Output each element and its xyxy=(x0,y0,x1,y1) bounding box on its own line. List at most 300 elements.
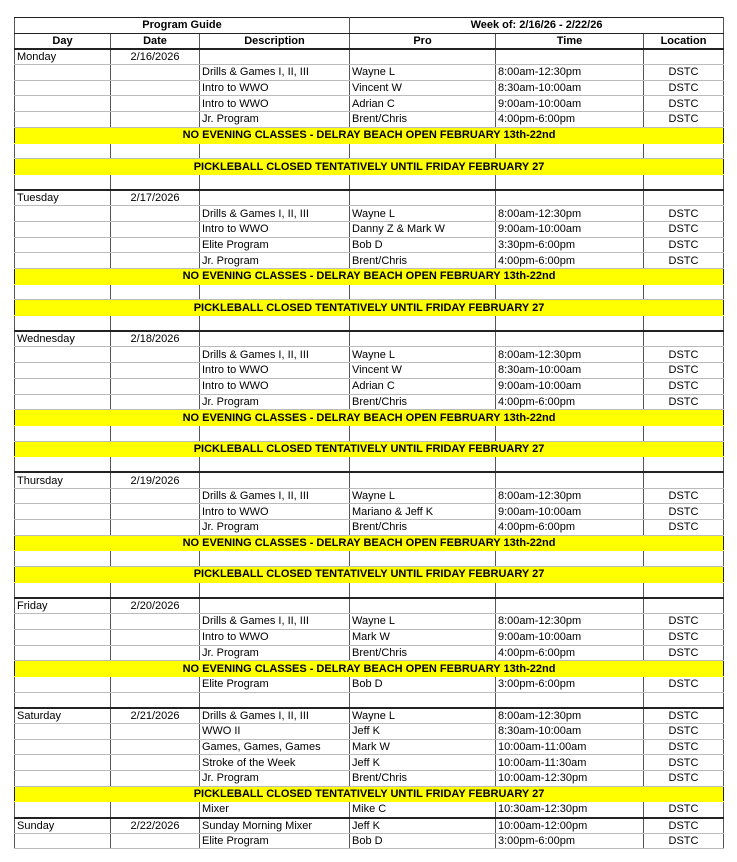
description-cell: Drills & Games I, II, III xyxy=(200,488,350,504)
schedule-row xyxy=(15,378,724,394)
time-cell: 4:00pm-6:00pm xyxy=(496,645,644,661)
pro-cell: Wayne L xyxy=(350,488,496,504)
notice-banner-row xyxy=(15,300,724,316)
time-cell: 8:00am-12:30pm xyxy=(496,614,644,630)
notice-banner-text: NO EVENING CLASSES - DELRAY BEACH OPEN FEBRUARY 13th-22nd xyxy=(15,269,724,285)
location-cell xyxy=(644,331,724,347)
description-cell: Drills & Games I, II, III xyxy=(200,708,350,724)
location-cell xyxy=(644,472,724,488)
day-cell xyxy=(15,65,111,81)
day-cell xyxy=(15,723,111,739)
time-cell: 10:00am-11:30am xyxy=(496,755,644,771)
pro-cell: Jeff K xyxy=(350,755,496,771)
pro-cell xyxy=(350,49,496,65)
pro-cell xyxy=(350,190,496,206)
location-cell: DSTC xyxy=(644,614,724,630)
day-cell: Sunday xyxy=(15,818,111,834)
pro-cell: Wayne L xyxy=(350,708,496,724)
time-cell: 4:00pm-6:00pm xyxy=(496,253,644,269)
schedule-row xyxy=(15,645,724,661)
location-cell: DSTC xyxy=(644,755,724,771)
schedule-row xyxy=(15,833,724,849)
notice-banner-text: PICKLEBALL CLOSED TENTATIVELY UNTIL FRIDAY FEBRUARY 27 xyxy=(15,300,724,316)
pro-cell: Wayne L xyxy=(350,65,496,81)
date-cell: 2/16/2026 xyxy=(111,49,200,65)
description-cell: Jr. Program xyxy=(200,645,350,661)
day-cell xyxy=(15,253,111,269)
location-cell: DSTC xyxy=(644,676,724,692)
spacer-row xyxy=(15,316,724,332)
date-cell: 2/17/2026 xyxy=(111,190,200,206)
day-cell xyxy=(15,394,111,410)
description-cell xyxy=(200,190,350,206)
date-cell xyxy=(111,802,200,818)
day-cell: Friday xyxy=(15,598,111,614)
location-cell xyxy=(644,551,724,567)
schedule-row xyxy=(15,504,724,520)
location-cell: DSTC xyxy=(644,739,724,755)
notice-banner-text: NO EVENING CLASSES - DELRAY BEACH OPEN FEBRUARY 13th-22nd xyxy=(15,127,724,143)
location-cell: DSTC xyxy=(644,504,724,520)
description-cell: Jr. Program xyxy=(200,394,350,410)
schedule-row xyxy=(15,253,724,269)
description-cell: Intro to WWO xyxy=(200,80,350,96)
program-guide-title: Program Guide xyxy=(15,18,350,34)
time-cell: 8:00am-12:30pm xyxy=(496,708,644,724)
day-cell xyxy=(15,237,111,253)
pro-cell: Brent/Chris xyxy=(350,112,496,128)
description-cell xyxy=(200,457,350,473)
description-cell: Intro to WWO xyxy=(200,363,350,379)
location-cell: DSTC xyxy=(644,65,724,81)
date-cell xyxy=(111,833,200,849)
description-cell: Drills & Games I, II, III xyxy=(200,65,350,81)
date-cell xyxy=(111,629,200,645)
location-cell: DSTC xyxy=(644,347,724,363)
spacer-row xyxy=(15,425,724,441)
day-cell: Saturday xyxy=(15,708,111,724)
day-cell xyxy=(15,676,111,692)
day-cell xyxy=(15,206,111,222)
date-cell xyxy=(111,645,200,661)
schedule-body xyxy=(15,49,724,849)
time-cell: 8:00am-12:30pm xyxy=(496,65,644,81)
notice-banner-row xyxy=(15,127,724,143)
column-header-date: Date xyxy=(111,33,200,49)
date-cell: 2/19/2026 xyxy=(111,472,200,488)
location-cell: DSTC xyxy=(644,488,724,504)
pro-cell xyxy=(350,316,496,332)
description-cell xyxy=(200,551,350,567)
day-cell xyxy=(15,833,111,849)
description-cell xyxy=(200,174,350,190)
time-cell: 10:30am-12:30pm xyxy=(496,802,644,818)
schedule-row xyxy=(15,614,724,630)
date-cell xyxy=(111,488,200,504)
date-cell xyxy=(111,143,200,159)
pro-cell xyxy=(350,551,496,567)
time-cell: 3:30pm-6:00pm xyxy=(496,237,644,253)
pro-cell: Vincent W xyxy=(350,363,496,379)
pro-cell: Brent/Chris xyxy=(350,645,496,661)
time-cell: 10:00am-12:00pm xyxy=(496,818,644,834)
description-cell: Mixer xyxy=(200,802,350,818)
date-cell xyxy=(111,582,200,598)
description-cell: Elite Program xyxy=(200,676,350,692)
day-cell xyxy=(15,80,111,96)
schedule-row xyxy=(15,629,724,645)
notice-banner-row xyxy=(15,269,724,285)
day-cell: Wednesday xyxy=(15,331,111,347)
location-cell xyxy=(644,692,724,708)
date-cell xyxy=(111,206,200,222)
location-cell xyxy=(644,143,724,159)
location-cell: DSTC xyxy=(644,833,724,849)
notice-banner-row xyxy=(15,535,724,551)
day-cell xyxy=(15,284,111,300)
description-cell: Intro to WWO xyxy=(200,221,350,237)
location-cell: DSTC xyxy=(644,378,724,394)
pro-cell: Wayne L xyxy=(350,614,496,630)
pro-cell: Brent/Chris xyxy=(350,394,496,410)
pro-cell xyxy=(350,582,496,598)
schedule-row xyxy=(15,65,724,81)
pro-cell: Vincent W xyxy=(350,80,496,96)
date-cell xyxy=(111,96,200,112)
notice-banner-text: NO EVENING CLASSES - DELRAY BEACH OPEN FEBRUARY 13th-22nd xyxy=(15,410,724,426)
description-cell xyxy=(200,425,350,441)
date-cell xyxy=(111,551,200,567)
day-header-row xyxy=(15,331,724,347)
location-cell: DSTC xyxy=(644,253,724,269)
pro-cell: Mariano & Jeff K xyxy=(350,504,496,520)
time-cell: 8:00am-12:30pm xyxy=(496,347,644,363)
description-cell xyxy=(200,692,350,708)
spacer-row xyxy=(15,551,724,567)
time-cell: 9:00am-10:00am xyxy=(496,629,644,645)
schedule-row xyxy=(15,708,724,724)
location-cell xyxy=(644,598,724,614)
time-cell xyxy=(496,190,644,206)
time-cell: 8:00am-12:30pm xyxy=(496,488,644,504)
description-cell: Intro to WWO xyxy=(200,378,350,394)
schedule-row xyxy=(15,488,724,504)
pro-cell xyxy=(350,692,496,708)
location-cell: DSTC xyxy=(644,723,724,739)
date-cell xyxy=(111,723,200,739)
time-cell: 8:30am-10:00am xyxy=(496,80,644,96)
notice-banner-row xyxy=(15,441,724,457)
schedule-row xyxy=(15,520,724,536)
description-cell: Stroke of the Week xyxy=(200,755,350,771)
description-cell: Games, Games, Games xyxy=(200,739,350,755)
time-cell xyxy=(496,174,644,190)
day-cell xyxy=(15,378,111,394)
day-cell xyxy=(15,629,111,645)
pro-cell: Mike C xyxy=(350,802,496,818)
description-cell xyxy=(200,49,350,65)
date-cell: 2/18/2026 xyxy=(111,331,200,347)
pro-cell xyxy=(350,143,496,159)
schedule-row xyxy=(15,802,724,818)
description-cell xyxy=(200,284,350,300)
schedule-row xyxy=(15,237,724,253)
time-cell xyxy=(496,49,644,65)
day-cell xyxy=(15,802,111,818)
time-cell xyxy=(496,472,644,488)
schedule-row xyxy=(15,221,724,237)
schedule-row xyxy=(15,676,724,692)
schedule-row xyxy=(15,347,724,363)
date-cell xyxy=(111,112,200,128)
description-cell: Drills & Games I, II, III xyxy=(200,614,350,630)
day-cell xyxy=(15,504,111,520)
notice-banner-row xyxy=(15,567,724,583)
time-cell: 9:00am-10:00am xyxy=(496,378,644,394)
date-cell: 2/21/2026 xyxy=(111,708,200,724)
column-header-row xyxy=(15,33,724,49)
location-cell xyxy=(644,284,724,300)
day-cell xyxy=(15,457,111,473)
notice-banner-text: NO EVENING CLASSES - DELRAY BEACH OPEN FEBRUARY 13th-22nd xyxy=(15,535,724,551)
day-header-row xyxy=(15,190,724,206)
location-cell xyxy=(644,316,724,332)
day-cell xyxy=(15,739,111,755)
description-cell: Sunday Morning Mixer xyxy=(200,818,350,834)
pro-cell: Mark W xyxy=(350,629,496,645)
time-cell: 10:00am-11:00am xyxy=(496,739,644,755)
pro-cell: Danny Z & Mark W xyxy=(350,221,496,237)
description-cell xyxy=(200,143,350,159)
location-cell: DSTC xyxy=(644,771,724,787)
day-cell xyxy=(15,363,111,379)
location-cell: DSTC xyxy=(644,520,724,536)
time-cell xyxy=(496,143,644,159)
date-cell xyxy=(111,65,200,81)
notice-banner-text: NO EVENING CLASSES - DELRAY BEACH OPEN FEBRUARY 13th-22nd xyxy=(15,661,724,677)
location-cell: DSTC xyxy=(644,96,724,112)
location-cell: DSTC xyxy=(644,112,724,128)
time-cell: 4:00pm-6:00pm xyxy=(496,394,644,410)
notice-banner-text: PICKLEBALL CLOSED TENTATIVELY UNTIL FRIDAY FEBRUARY 27 xyxy=(15,159,724,175)
description-cell: Intro to WWO xyxy=(200,96,350,112)
description-cell xyxy=(200,331,350,347)
day-cell xyxy=(15,692,111,708)
description-cell: Intro to WWO xyxy=(200,629,350,645)
day-cell: Thursday xyxy=(15,472,111,488)
date-cell: 2/20/2026 xyxy=(111,598,200,614)
day-cell xyxy=(15,488,111,504)
schedule-row xyxy=(15,771,724,787)
time-cell xyxy=(496,316,644,332)
pro-cell: Adrian C xyxy=(350,96,496,112)
time-cell xyxy=(496,284,644,300)
location-cell xyxy=(644,49,724,65)
location-cell: DSTC xyxy=(644,80,724,96)
pro-cell: Wayne L xyxy=(350,347,496,363)
column-header-pro: Pro xyxy=(350,33,496,49)
schedule-row xyxy=(15,739,724,755)
day-cell xyxy=(15,582,111,598)
date-cell xyxy=(111,253,200,269)
date-cell xyxy=(111,394,200,410)
date-cell: 2/22/2026 xyxy=(111,818,200,834)
pro-cell: Brent/Chris xyxy=(350,520,496,536)
pro-cell: Brent/Chris xyxy=(350,771,496,787)
day-cell xyxy=(15,174,111,190)
pro-cell: Bob D xyxy=(350,676,496,692)
day-cell: Monday xyxy=(15,49,111,65)
title-row xyxy=(15,18,724,34)
date-cell xyxy=(111,614,200,630)
time-cell: 9:00am-10:00am xyxy=(496,96,644,112)
schedule-row xyxy=(15,206,724,222)
notice-banner-row xyxy=(15,661,724,677)
description-cell xyxy=(200,598,350,614)
description-cell: WWO II xyxy=(200,723,350,739)
spacer-row xyxy=(15,284,724,300)
location-cell: DSTC xyxy=(644,818,724,834)
time-cell xyxy=(496,551,644,567)
date-cell xyxy=(111,347,200,363)
time-cell xyxy=(496,457,644,473)
notice-banner-text: PICKLEBALL CLOSED TENTATIVELY UNTIL FRIDAY FEBRUARY 27 xyxy=(15,441,724,457)
day-cell xyxy=(15,316,111,332)
description-cell: Intro to WWO xyxy=(200,504,350,520)
description-cell xyxy=(200,316,350,332)
location-cell: DSTC xyxy=(644,221,724,237)
schedule-row xyxy=(15,80,724,96)
location-cell xyxy=(644,174,724,190)
pro-cell xyxy=(350,598,496,614)
day-cell xyxy=(15,112,111,128)
time-cell: 10:00am-12:30pm xyxy=(496,771,644,787)
time-cell: 9:00am-10:00am xyxy=(496,221,644,237)
date-cell xyxy=(111,174,200,190)
time-cell: 9:00am-10:00am xyxy=(496,504,644,520)
schedule-row xyxy=(15,363,724,379)
schedule-row xyxy=(15,112,724,128)
spacer-row xyxy=(15,174,724,190)
pro-cell xyxy=(350,174,496,190)
pro-cell xyxy=(350,425,496,441)
notice-banner-row xyxy=(15,159,724,175)
day-cell xyxy=(15,347,111,363)
spacer-row xyxy=(15,582,724,598)
location-cell: DSTC xyxy=(644,206,724,222)
schedule-row xyxy=(15,96,724,112)
day-header-row xyxy=(15,49,724,65)
date-cell xyxy=(111,237,200,253)
pro-cell xyxy=(350,284,496,300)
day-cell xyxy=(15,755,111,771)
day-cell xyxy=(15,96,111,112)
location-cell xyxy=(644,425,724,441)
time-cell: 3:00pm-6:00pm xyxy=(496,676,644,692)
day-cell xyxy=(15,551,111,567)
location-cell: DSTC xyxy=(644,645,724,661)
pro-cell xyxy=(350,472,496,488)
description-cell: Jr. Program xyxy=(200,112,350,128)
schedule-row xyxy=(15,755,724,771)
location-cell: DSTC xyxy=(644,394,724,410)
day-header-row xyxy=(15,472,724,488)
day-header-row xyxy=(15,598,724,614)
day-cell xyxy=(15,645,111,661)
date-cell xyxy=(111,316,200,332)
pro-cell: Mark W xyxy=(350,739,496,755)
notice-banner-text: PICKLEBALL CLOSED TENTATIVELY UNTIL FRIDAY FEBRUARY 27 xyxy=(15,567,724,583)
date-cell xyxy=(111,504,200,520)
date-cell xyxy=(111,676,200,692)
week-range-label: Week of: 2/16/26 - 2/22/26 xyxy=(350,18,724,34)
schedule-row xyxy=(15,818,724,834)
time-cell: 8:30am-10:00am xyxy=(496,723,644,739)
time-cell: 4:00pm-6:00pm xyxy=(496,520,644,536)
description-cell: Jr. Program xyxy=(200,771,350,787)
schedule-row xyxy=(15,723,724,739)
time-cell: 8:00am-12:30pm xyxy=(496,206,644,222)
pro-cell: Bob D xyxy=(350,237,496,253)
description-cell: Drills & Games I, II, III xyxy=(200,206,350,222)
location-cell: DSTC xyxy=(644,629,724,645)
day-cell xyxy=(15,143,111,159)
date-cell xyxy=(111,755,200,771)
pro-cell: Adrian C xyxy=(350,378,496,394)
time-cell xyxy=(496,582,644,598)
pro-cell: Wayne L xyxy=(350,206,496,222)
location-cell xyxy=(644,582,724,598)
pro-cell xyxy=(350,457,496,473)
time-cell xyxy=(496,331,644,347)
description-cell: Jr. Program xyxy=(200,520,350,536)
date-cell xyxy=(111,363,200,379)
date-cell xyxy=(111,692,200,708)
notice-banner-row xyxy=(15,786,724,802)
schedule-row xyxy=(15,394,724,410)
date-cell xyxy=(111,221,200,237)
day-cell xyxy=(15,221,111,237)
spacer-row xyxy=(15,143,724,159)
time-cell xyxy=(496,425,644,441)
day-cell xyxy=(15,520,111,536)
time-cell: 8:30am-10:00am xyxy=(496,363,644,379)
day-cell xyxy=(15,771,111,787)
date-cell xyxy=(111,284,200,300)
pro-cell: Brent/Chris xyxy=(350,253,496,269)
column-header-day: Day xyxy=(15,33,111,49)
description-cell: Elite Program xyxy=(200,237,350,253)
date-cell xyxy=(111,457,200,473)
pro-cell: Jeff K xyxy=(350,818,496,834)
column-header-description: Description xyxy=(200,33,350,49)
description-cell: Jr. Program xyxy=(200,253,350,269)
time-cell xyxy=(496,598,644,614)
day-cell xyxy=(15,614,111,630)
pro-cell: Jeff K xyxy=(350,723,496,739)
location-cell: DSTC xyxy=(644,363,724,379)
notice-banner-text: PICKLEBALL CLOSED TENTATIVELY UNTIL FRIDAY FEBRUARY 27 xyxy=(15,786,724,802)
time-cell: 3:00pm-6:00pm xyxy=(496,833,644,849)
spacer-row xyxy=(15,457,724,473)
date-cell xyxy=(111,378,200,394)
location-cell: DSTC xyxy=(644,237,724,253)
notice-banner-row xyxy=(15,410,724,426)
location-cell xyxy=(644,457,724,473)
description-cell xyxy=(200,582,350,598)
date-cell xyxy=(111,739,200,755)
location-cell: DSTC xyxy=(644,708,724,724)
